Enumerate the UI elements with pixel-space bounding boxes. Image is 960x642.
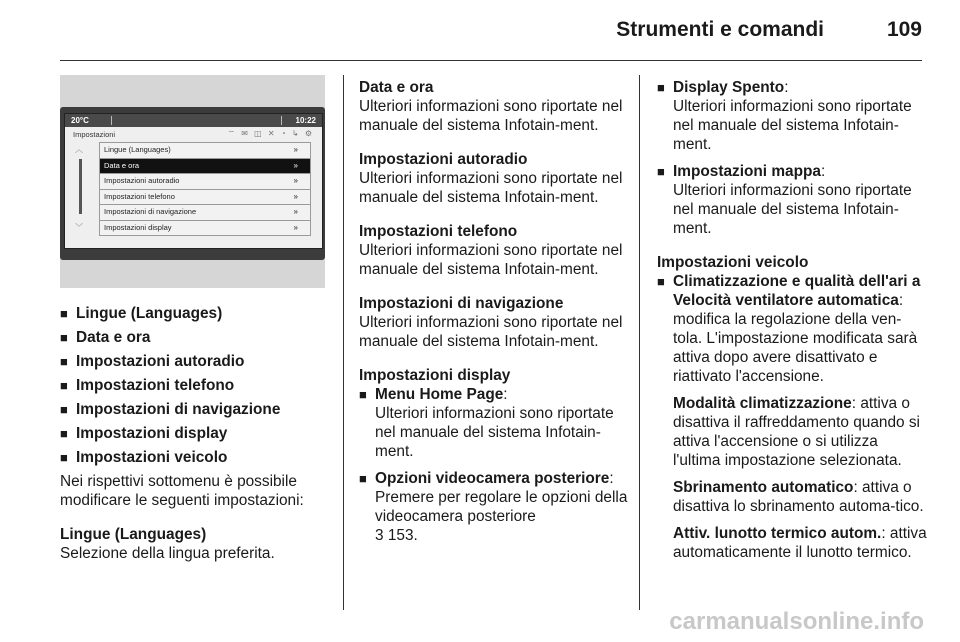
column-1: [60, 304, 335, 563]
setting-title: Sbrinamento automatico: [673, 479, 854, 496]
section-text: Ulteriori informazioni sono riportate nel manuale del sistema Infotain-ment.: [359, 242, 623, 278]
chevron-right-icon: »: [293, 191, 298, 201]
infotainment-screen-illustration: [60, 75, 325, 288]
bullet-title: Display Spento: [673, 79, 785, 96]
infotainment-display: [64, 113, 323, 249]
menu-item[interactable]: [99, 190, 311, 206]
intro-text: Nei rispettivi sottomenu è possibile modificare le seguenti impostazioni:: [60, 473, 304, 509]
section-text: Ulteriori informazioni sono riportate nel manuale del sistema Infotain-ment.: [359, 314, 623, 350]
page-number: 109: [886, 18, 922, 41]
scroll-up-icon[interactable]: ︿: [75, 145, 83, 154]
page-reference: 3 153.: [375, 527, 418, 544]
bullet-title: Menu Home Page: [375, 386, 504, 403]
section-heading: Impostazioni telefono: [359, 223, 518, 240]
menu-item-label: Lingue (Languages): [104, 145, 171, 154]
column-separator-2: [639, 75, 640, 610]
scroll-down-icon[interactable]: ﹀: [75, 223, 83, 232]
section-text: Selezione della lingua preferita.: [60, 545, 275, 562]
setting-text: attiva o disattiva il raffreddamento quando si attiva l'accensione o si utilizza l'ultima impostazione selezionata.: [673, 395, 920, 469]
settings-menu: [99, 142, 311, 236]
menu-item[interactable]: [99, 205, 311, 221]
bullet-text: Premere per regolare le opzioni della videocamera posteriore: [375, 489, 628, 525]
menu-item[interactable]: [99, 174, 311, 190]
menu-item[interactable]: [99, 221, 311, 237]
bullet-item: ■ Impostazioni di navigazione: [60, 400, 335, 419]
status-divider: [111, 116, 112, 125]
page-header-title: Strumenti e comandi: [616, 18, 824, 41]
bullet-item: ■ Impostazioni telefono: [60, 376, 335, 395]
clock-readout: 10:22: [295, 116, 316, 125]
bullet-item: ■ Impostazioni autoradio: [60, 352, 335, 371]
setting-description: Attiv. lunotto termico autom.: attiva automaticamente il lunotto termico.: [673, 525, 927, 561]
menu-item-label: Impostazioni autoradio: [104, 176, 180, 185]
status-bar: [65, 114, 322, 127]
section-text: Ulteriori informazioni sono riportate nel manuale del sistema Infotain-ment.: [359, 98, 623, 134]
bullet-item: ■ Impostazioni veicolo: [60, 448, 335, 467]
column-3: [657, 78, 927, 562]
menu-item-label: Data e ora: [104, 160, 140, 170]
bullet-text: Ulteriori informazioni sono riportate nel manuale del sistema Infotain-ment.: [673, 98, 912, 153]
bullet-title: Impostazioni mappa: [673, 163, 821, 180]
setting-title: Modalità climatizzazione: [673, 395, 852, 412]
menu-item-label: Impostazioni telefono: [104, 191, 175, 201]
menu-item[interactable]: [99, 159, 311, 175]
status-divider: [281, 116, 282, 125]
temperature-readout: 20°C: [71, 116, 89, 125]
section-heading: Impostazioni display: [359, 367, 511, 384]
menu-item-label: Impostazioni di navigazione: [104, 207, 197, 216]
column-separator-1: [343, 75, 344, 610]
menu-item-label: Impostazioni display: [104, 222, 172, 232]
section-heading: Impostazioni autoradio: [359, 151, 528, 168]
bullet-title: ■ Climatizzazione e qualità dell'ari a: [657, 272, 927, 291]
bullet-item: ■ Data e ora: [60, 328, 335, 347]
screen-title: Impostazioni: [73, 130, 116, 139]
section-text: Ulteriori informazioni sono riportate nel manuale del sistema Infotain-ment.: [359, 170, 623, 206]
bullet-text: Ulteriori informazioni sono riportate nel manuale del sistema Infotain-ment.: [375, 405, 614, 460]
infotainment-device: [60, 107, 325, 260]
chevron-right-icon: »: [293, 207, 298, 216]
chevron-right-icon: »: [293, 160, 298, 170]
chevron-right-icon: »: [293, 145, 298, 154]
section-heading: Lingue (Languages): [60, 526, 207, 543]
setting-title: Attiv. lunotto termico autom.: [673, 525, 882, 542]
bullet-item: ■ Lingue (Languages): [60, 304, 335, 323]
bullet-text: Ulteriori informazioni sono riportate nel manuale del sistema Infotain-ment.: [673, 182, 912, 237]
settings-bullet-list: [60, 304, 335, 467]
setting-title: Velocità ventilatore automatica: [673, 292, 899, 309]
setting-text: attiva automaticamente il lunotto termico.: [673, 525, 927, 561]
header-rule: [60, 60, 922, 61]
chevron-right-icon: »: [293, 222, 298, 232]
bullet-title: Opzioni videocamera posteriore: [375, 470, 610, 487]
bullet-item: ■ Menu Home Page:: [359, 385, 629, 404]
bullet-item: ■ Display Spento:: [657, 78, 927, 97]
bullet-item: ■ Impostazioni display: [60, 424, 335, 443]
bullet-item: ■ Impostazioni mappa:: [657, 162, 927, 181]
watermark: carmanualsonline.info: [669, 608, 924, 635]
bullet-item: ■ Opzioni videocamera posteriore:: [359, 469, 629, 488]
scrollbar[interactable]: [79, 159, 82, 214]
menu-item[interactable]: [99, 142, 311, 159]
setting-description: Velocità ventilatore automatica: modifica la regolazione della ven-tola. L'impostazione modificata sarà attiva dopo avere disattivato e riattivato l'accensione.: [673, 292, 918, 385]
setting-description: Sbrinamento automatico: attiva o disattiva lo sbrinamento automa-tico.: [673, 479, 924, 515]
section-heading: Impostazioni di navigazione: [359, 295, 564, 312]
section-heading: Data e ora: [359, 79, 434, 96]
column-2: [359, 78, 629, 545]
setting-text: attiva o disattiva lo sbrinamento automa-tico.: [673, 479, 924, 515]
section-heading: Impostazioni veicolo: [657, 254, 809, 271]
setting-description: Modalità climatizzazione: attiva o disattiva il raffreddamento quando si attiva l'accensione o si utilizza l'ultima impostazione selezionata.: [673, 395, 920, 469]
status-icons: ⌔ ✉ ◫ ✕ ◔ ↳ ⚙: [227, 129, 314, 138]
chevron-right-icon: »: [293, 176, 298, 185]
setting-text: modifica la regolazione della ven-tola. L'impostazione modificata sarà attiva dopo avere disattivato e riattivato l'accensione.: [673, 311, 918, 385]
